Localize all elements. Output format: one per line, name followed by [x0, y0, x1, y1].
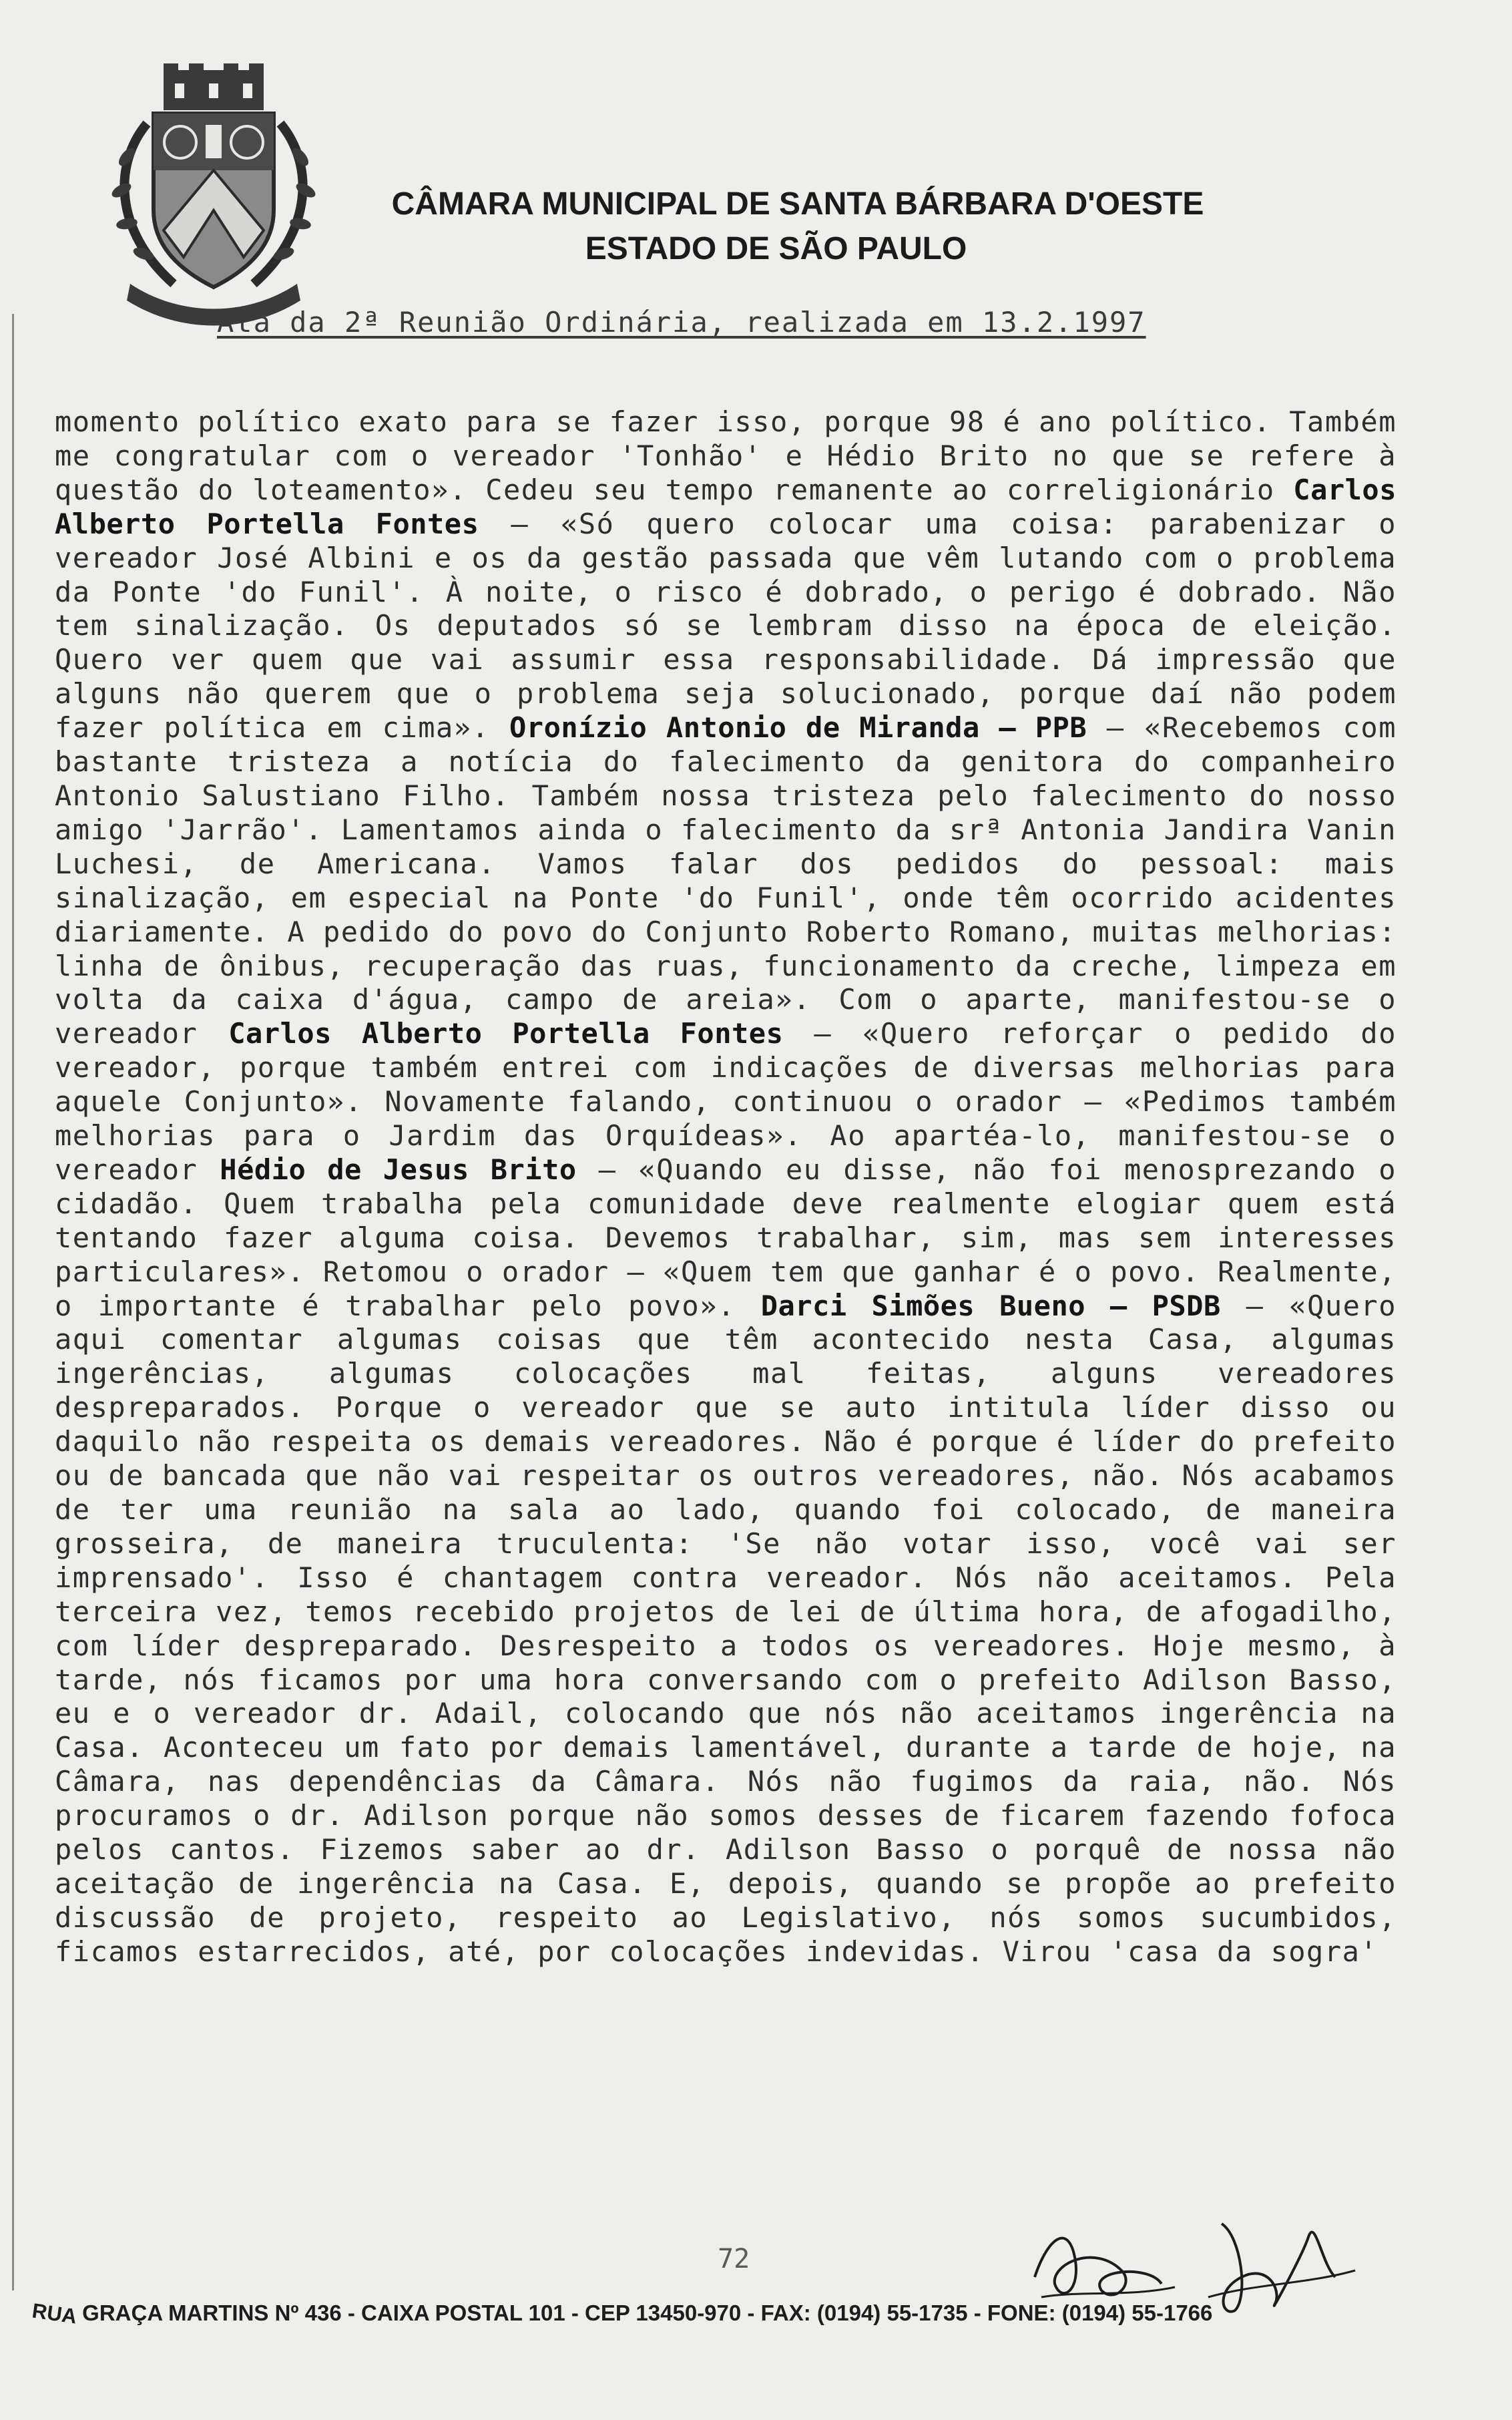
speaker-name: Carlos Alberto Portella Fontes — [228, 1017, 784, 1050]
margin-rule — [12, 314, 14, 2290]
body-text-segment: momento político exato para se fazer isso, porque 98 é ano político. Também me congratular com o vereador 'Tonhão' e Hédio Brito no que se refere à questão do loteamento». Cedeu seu tempo remanente ao correligionário — [55, 405, 1397, 506]
speaker-name: Carlos Alberto Portella Fontes — [55, 473, 1397, 540]
body-text-segment: – «Quero aqui comentar algumas coisas que têm acontecido nesta Casa, algumas ingerências, algumas colocações mal feitas, alguns vereadores despreparados. Porque o vereador que se auto intitula líder disso ou daquilo não respeita os demais vereadores. Não é porque é líder do prefeito ou de bancada que não vai respeitar os outros vereadores, não. Nós acabamos de ter uma reunião na sala ao lado, quando foi colocado, de maneira grosseira, de maneira truculenta: 'Se não votar isso, você vai ser imprensado'. Isso é chantagem contra vereador. Nós não aceitamos. Pela terceira vez, temos recebido projetos de lei de última hora, de afogadilho, com líder despreparado. Desrespeito a todos os vereadores. Hoje mesmo, à tarde, nós ficamos por uma hora conversando com o prefeito Adilson Basso, eu e o vereador dr. Adail, colocando que nós não aceitamos ingerência na Casa. Aconteceu um fato por demais lamentável, durante a tarde de hoje, na Câmara, nas dependências da Câmara. Nós não fugimos da raia, não. Nós procuramos o dr. Adilson porque não somos desses de ficarem fazendo fofoca pelos cantos. Fizemos saber ao dr. Adilson Basso o porquê de nossa não aceitação de ingerência na Casa. E, depois, quando se propõe ao prefeito discussão de projeto, respeito ao Legislativo, nós somos sucumbidos, ficamos estarrecidos, até, por colocações indevidas. Virou 'casa da sogra' — [55, 1289, 1397, 1968]
page-number: 72 — [718, 2244, 750, 2274]
speaker-name: Darci Simões Bueno – PSDB — [760, 1289, 1221, 1322]
body-text-segment: – «Quero reforçar o pedido do vereador, porque também entrei com indicações de diversas melhorias para aquele Conjunto». Novamente falando, continuou o orador – «Pedimos também melhorias para o Jardim das Orquídeas». Ao apartéa-lo, manifestou-se o vereador — [55, 1017, 1397, 1186]
address-text: GRAÇA MARTINS Nº 436 - CAIXA POSTAL 101 - CEP 13450-970 - FAX: (0194) 55-1735 - FONE: (0194) 55-1766 — [82, 2300, 1213, 2325]
speaker-name: Oronízio Antonio de Miranda – PPB — [509, 711, 1087, 745]
minutes-title: Ata da 2ª Reunião Ordinária, realizada em 13.2.1997 — [217, 306, 1146, 339]
chamber-name: CÂMARA MUNICIPAL DE SANTA BÁRBARA D'OESTE — [391, 186, 1204, 222]
state-name: ESTADO DE SÃO PAULO — [585, 231, 967, 266]
minutes-body — [55, 405, 1397, 1969]
speaker-name: Hédio de Jesus Brito — [220, 1153, 577, 1186]
body-text-segment: – «Recebemos com bastante tristeza a notícia do falecimento da genitora do companheiro Antonio Salustiano Filho. Também nossa tristeza pelo falecimento do nosso amigo 'Jarrão'. Lamentamos ainda o falecimento da srª Antonia Jandira Vanin Luchesi, de Americana. Vamos falar dos pedidos do pessoal: mais sinalização, em especial na Ponte 'do Funil', onde têm ocorrido acidentes diariamente. A pedido do povo do Conjunto Roberto Romano, muitas melhorias: linha de ônibus, recuperação das ruas, funcionamento da creche, limpeza em volta da caixa d'água, campo de areia». Com o aparte, manifestou-se o vereador — [55, 711, 1397, 1050]
street-prefix: RUA — [30, 2298, 79, 2329]
address-footer — [30, 2298, 1213, 2329]
body-text-segment: – «Quando eu disse, não foi menosprezando o cidadão. Quem trabalha pela comunidade deve realmente elogiar quem está tentando fazer alguma coisa. Devemos trabalhar, sim, mas sem interesses particulares». Retomou o orador – «Quem tem que ganhar é o povo. Realmente, o importante é trabalhar pelo povo». — [55, 1153, 1397, 1322]
body-text-segment: – «Só quero colocar uma coisa: parabenizar o vereador José Albini e os da gestão passada que vêm lutando com o problema da Ponte 'do Funil'. À noite, o risco é dobrado, o perigo é dobrado. Não tem sinalização. Os deputados só se lembram disso na época de eleição. Quero ver quem que vai assumir essa responsabilidade. Dá impressão que alguns não querem que o problema seja solucionado, porque daí não podem fazer política em cima». — [55, 507, 1397, 745]
